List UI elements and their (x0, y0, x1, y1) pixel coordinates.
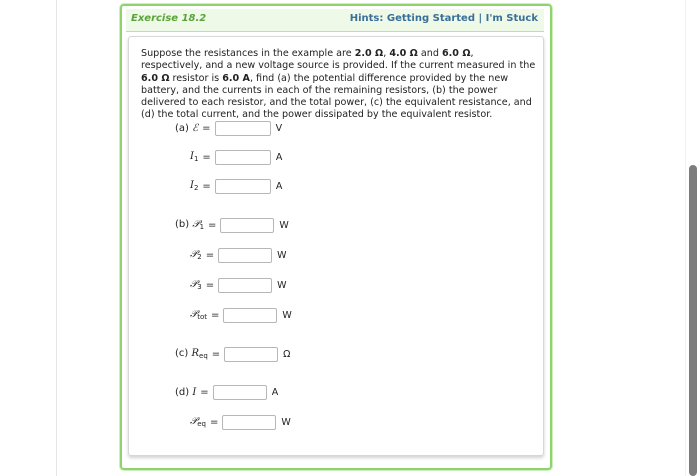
equals-sign: = (205, 279, 215, 291)
resistance-2: 4.0 Ω (389, 48, 418, 59)
equals-sign: = (202, 122, 211, 134)
itot-input[interactable] (213, 385, 267, 400)
page-divider (56, 0, 57, 476)
answer-row-emf (175, 119, 282, 137)
problem-statement (141, 48, 536, 122)
i2-input[interactable] (215, 179, 271, 194)
peq-label: 𝒫$_{eq}$ (190, 416, 206, 428)
p1-label: (b) 𝒫$_1$ (175, 219, 205, 231)
exercise-title: Exercise 18.2 (131, 13, 207, 24)
i2-unit: A (275, 180, 283, 192)
emf-unit: V (275, 122, 283, 134)
hint-getting-started-link[interactable]: Getting Started (386, 13, 475, 24)
problem-text-3: and (417, 48, 442, 59)
answer-row-ptot (190, 306, 292, 324)
ptot-unit: W (282, 309, 292, 321)
equals-sign: = (205, 249, 215, 261)
hints-bar (350, 13, 538, 24)
p3-input[interactable] (218, 278, 272, 293)
resistance-4: 6.0 Ω (141, 72, 170, 84)
equals-sign: = (211, 309, 220, 321)
answer-row-i2 (190, 177, 282, 195)
answer-row-p2 (190, 246, 286, 264)
req-label: (c) $R_{eq}$ (175, 348, 208, 360)
answer-row-i1 (190, 148, 282, 166)
i1-label: $I_1$ (190, 151, 199, 163)
scrollbar-track[interactable] (685, 0, 700, 476)
resistance-1: 2.0 Ω (354, 48, 384, 59)
equals-sign: = (208, 219, 217, 231)
hint-separator: | (478, 13, 483, 24)
equals-sign: = (200, 386, 209, 398)
problem-text-1: Suppose the resistances in the example are (141, 48, 355, 59)
problem-text-5: resistor is (169, 72, 223, 84)
p2-input[interactable] (218, 248, 272, 263)
p2-unit: W (277, 249, 287, 261)
answer-row-peq (190, 413, 291, 431)
emf-input[interactable] (215, 121, 271, 136)
i1-unit: A (275, 151, 283, 163)
problem-text-4: , respectively, and a new voltage source is provided. If the current measured in the (141, 48, 536, 72)
equals-sign: = (202, 180, 211, 192)
ptot-label: 𝒫$_{tot}$ (190, 309, 207, 321)
req-input[interactable] (224, 347, 278, 362)
p1-input[interactable] (220, 218, 274, 233)
equals-sign: = (209, 416, 219, 428)
p3-unit: W (277, 279, 287, 291)
i2-label: $I_2$ (190, 180, 199, 192)
measured-current: 6.0 A (222, 72, 250, 84)
itot-unit: A (271, 386, 279, 398)
req-unit: Ω (283, 348, 291, 360)
itot-label: (d) I (175, 386, 197, 398)
peq-unit: W (281, 416, 291, 428)
answer-row-req (175, 345, 290, 363)
i1-input[interactable] (215, 150, 271, 165)
exercise-header (126, 9, 544, 32)
p1-unit: W (279, 219, 289, 231)
hint-im-stuck-link[interactable]: I'm Stuck (485, 13, 538, 24)
problem-text-2: , (383, 48, 390, 59)
emf-label: (a) ℰ (175, 122, 199, 134)
hints-label: Hints: (349, 13, 384, 24)
answer-row-p1 (175, 216, 289, 234)
resistance-3: 6.0 Ω (441, 48, 471, 59)
equals-sign: = (202, 151, 211, 163)
answer-row-p3 (190, 276, 286, 294)
problem-text-6: , find (a) the potential difference provided by the new battery, and the currents in each of the remaining resistors, (b) the power delivered to each resistor, and the total power, (c) the equivalent resistance, and (d) the total current, and the power dissipated by the equivalent resistor. (141, 72, 532, 121)
p3-label: 𝒫$_3$ (190, 279, 202, 291)
equals-sign: = (211, 348, 221, 360)
p2-label: 𝒫$_2$ (190, 249, 202, 261)
ptot-input[interactable] (223, 308, 277, 323)
scrollbar-thumb[interactable] (689, 165, 697, 476)
answer-row-itot (175, 383, 278, 401)
peq-input[interactable] (222, 415, 276, 430)
